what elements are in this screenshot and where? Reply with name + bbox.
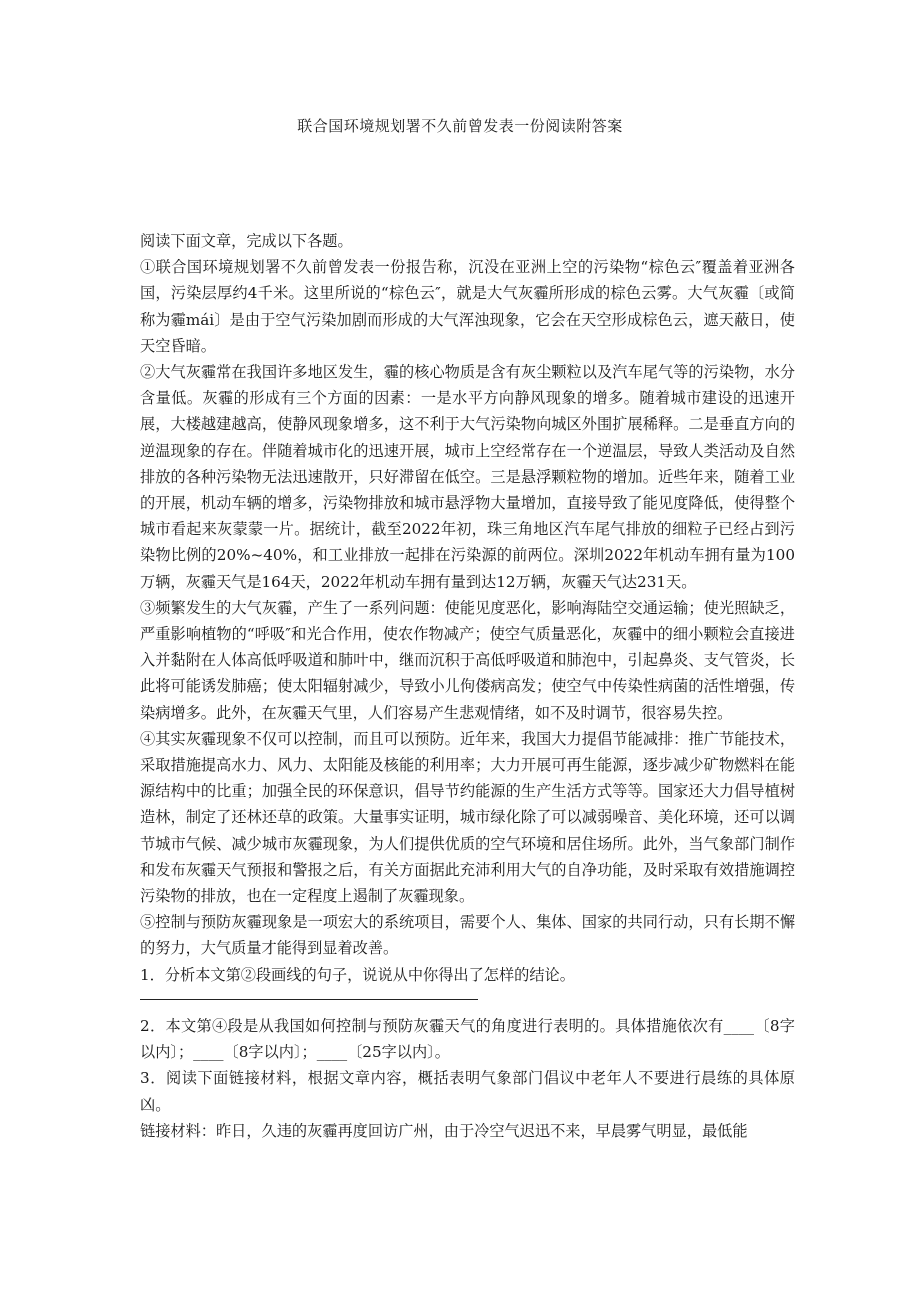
intro-text: 阅读下面文章，完成以下各题。 — [140, 232, 353, 250]
paragraph-4: ④其实灰霾现象不仅可以控制，而且可以预防。近年来，我国大力提倡节能减排：推广节能技术，采取措施提高水力、风力、太阳能及核能的利用率；大力开展可再生能源，逐步减少矿物燃料在能源结构中的比重；加强全民的环保意识，倡导节约能源的生产生活方式等等。国家还大力倡导植树造林，制定了还林还草的政策。大量事实证明，城市绿化除了可以减弱噪音、美化环境，还可以调节城市气候、减少城市灰霾现象，为人们提供优质的空气环境和居住场所。此外，当气象部门制作和发布灰霾天气预报和警报之后，有关方面据此充沛利用大气的自净功能，及时采取有效措施调控污染物的排放，也在一定程度上遏制了灰霾现象。 — [140, 729, 795, 906]
link-material: 链接材料：昨日，久违的灰霾再度回访广州，由于冷空气迟迅不来，早晨雾气明显，最低能 — [140, 1121, 748, 1140]
answer-line — [140, 999, 478, 1000]
paragraph-2: ②大气灰霾常在我国许多地区发生，霾的核心物质是含有灰尘颗粒以及汽车尾气等的污染物，水分含量低。灰霾的形成有三个方面的因素：一是水平方向静风现象的增多。随着城市建设的迅速开展，大楼越建越高，使静风现象增多，这不利于大气污染物向城区外围扩展稀释。二是垂直方向的逆温现象的存在。伴随着城市化的迅速开展，城市上空经常存在一个逆温层，导致人类活动及自然排放的各种污染物无法迅速散开，只好滞留在低空。三是悬浮颗粒物的增加。近些年来，随着工业的开展，机动车辆的增多，污染物排放和城市悬浮物大量增加，直接导致了能见度降低，使得整个城市看起来灰蒙蒙一片。据统计，截至2022年初，珠三角地区汽车尾气排放的细粒子已经占到污染物比例的20%~40%，和工业排放一起排在污染源的前两位。深圳2022年机动车拥有量为100万辆，灰霾天气是164天，2022年机动车拥有量到达12万辆，灰霾天气达231天。 — [140, 363, 795, 591]
paragraph-3: ③频繁发生的大气灰霾，产生了一系列问题：使能见度恶化，影响海陆空交通运输；使光照缺乏，严重影响植物的“呼吸″和光合作用，使农作物减产；使空气质量恶化，灰霾中的细小颗粒会直接进入并黏附在人体高低呼吸道和肺叶中，继而沉积于高低呼吸道和肺泡中，引起鼻炎、支气管炎，长此将可能诱发肺癌；使太阳辐射减少，导致小儿佝偻病高发；使空气中传染性病菌的活性增强，传染病增多。此外，在灰霾天气里，人们容易产生悲观情绪，如不及时调节，很容易失控。 — [140, 598, 795, 722]
question-2: 2．本文第④段是从我国如何控制与预防灰霾天气的角度进行表明的。具体措施依次有____〔8字以内〕；____〔8字以内〕；____〔25字以内〕。 — [140, 1016, 795, 1062]
article-body — [140, 228, 795, 1144]
paragraph-1: ①联合国环境规划署不久前曾发表一份报告称，沉没在亚洲上空的污染物“棕色云″覆盖着亚洲各国，污染层厚约4千米。这里所说的“棕色云″，就是大气灰霾所形成的棕色云雾。大气灰霾〔或简称为霾mái〕是由于空气污染加剧而形成的大气浑浊现象，它会在天空形成棕色云，遮天蔽日，使天空昏暗。 — [140, 258, 795, 355]
question-3: 3．阅读下面链接材料，根据文章内容，概括表明气象部门倡议中老年人不要进行晨练的具体原凶。 — [140, 1069, 795, 1114]
page-title: 联合国环境规划署不久前曾发表一份阅读附答案 — [297, 117, 623, 135]
paragraph-5: ⑤控制与预防灰霾现象是一项宏大的系统项目，需要个人、集体、国家的共同行动，只有长期不懈的努力，大气质量才能得到显着改善。 — [140, 913, 795, 958]
question-1: 1．分析本文第②段画线的句子，说说从中你得出了怎样的结论。 — [140, 965, 575, 984]
